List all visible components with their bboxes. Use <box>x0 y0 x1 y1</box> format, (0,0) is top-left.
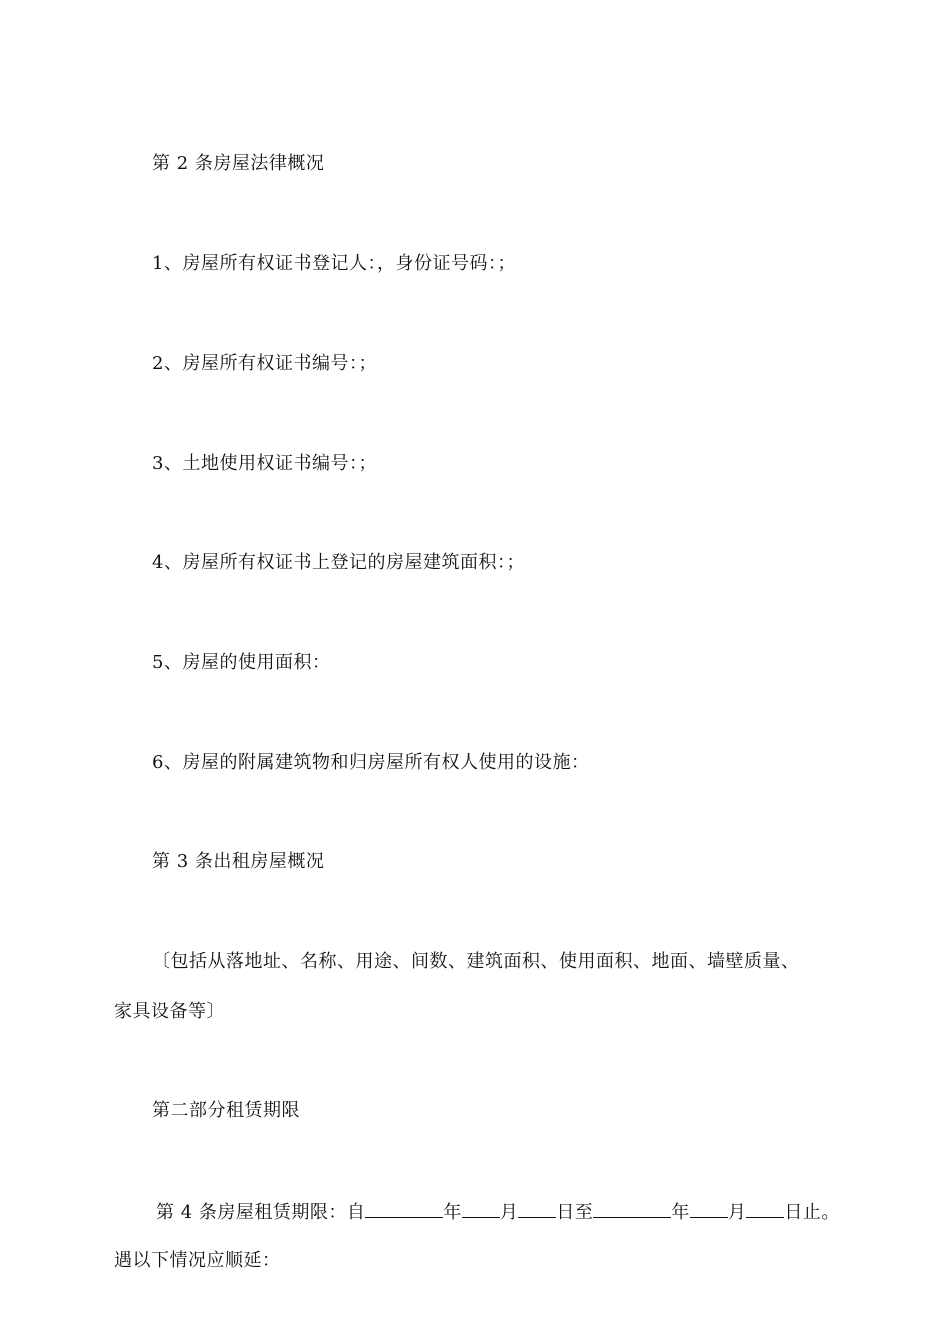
end-day-blank <box>746 1199 784 1218</box>
item-4-building-area: 4、房屋所有权证书上登记的房屋建筑面积：； <box>152 552 525 573</box>
article-3-description-line-2: 家具设备等〕 <box>114 1001 225 1022</box>
article-4-prefix: 第 4 条房屋租赁期限：自 <box>156 1202 366 1223</box>
article-2-heading: 第 2 条房屋法律概况 <box>152 153 325 174</box>
item-1-owner-registrant: 1、房屋所有权证书登记人：，身份证号码：； <box>152 253 516 274</box>
end-month-blank <box>690 1199 728 1218</box>
article-4-lease-term <box>156 1199 840 1225</box>
item-2-ownership-certificate-number: 2、房屋所有权证书编号：； <box>152 353 377 374</box>
day-to-label: 日至 <box>556 1202 594 1223</box>
end-month-label: 月 <box>727 1202 747 1223</box>
start-month-label: 月 <box>499 1202 519 1223</box>
end-year-blank <box>593 1199 671 1218</box>
end-day-label: 日止。 <box>784 1202 840 1223</box>
part-2-heading: 第二部分租赁期限 <box>152 1100 300 1121</box>
item-5-usable-area: 5、房屋的使用面积： <box>152 652 331 673</box>
start-day-blank <box>518 1199 556 1218</box>
article-3-heading: 第 3 条出租房屋概况 <box>152 851 325 872</box>
item-3-land-certificate-number: 3、土地使用权证书编号：； <box>152 453 377 474</box>
end-year-label: 年 <box>671 1202 690 1223</box>
article-3-description-line-1: 〔包括从落地址、名称、用途、间数、建筑面积、使用面积、地面、墙壁质量、 <box>152 951 800 972</box>
item-6-attached-facilities: 6、房屋的附属建筑物和归房屋所有权人使用的设施： <box>152 752 590 773</box>
start-year-label: 年 <box>443 1202 462 1223</box>
start-year-blank <box>365 1199 443 1218</box>
start-month-blank <box>462 1199 500 1218</box>
article-4-line-2: 遇以下情况应顺延： <box>114 1250 281 1271</box>
